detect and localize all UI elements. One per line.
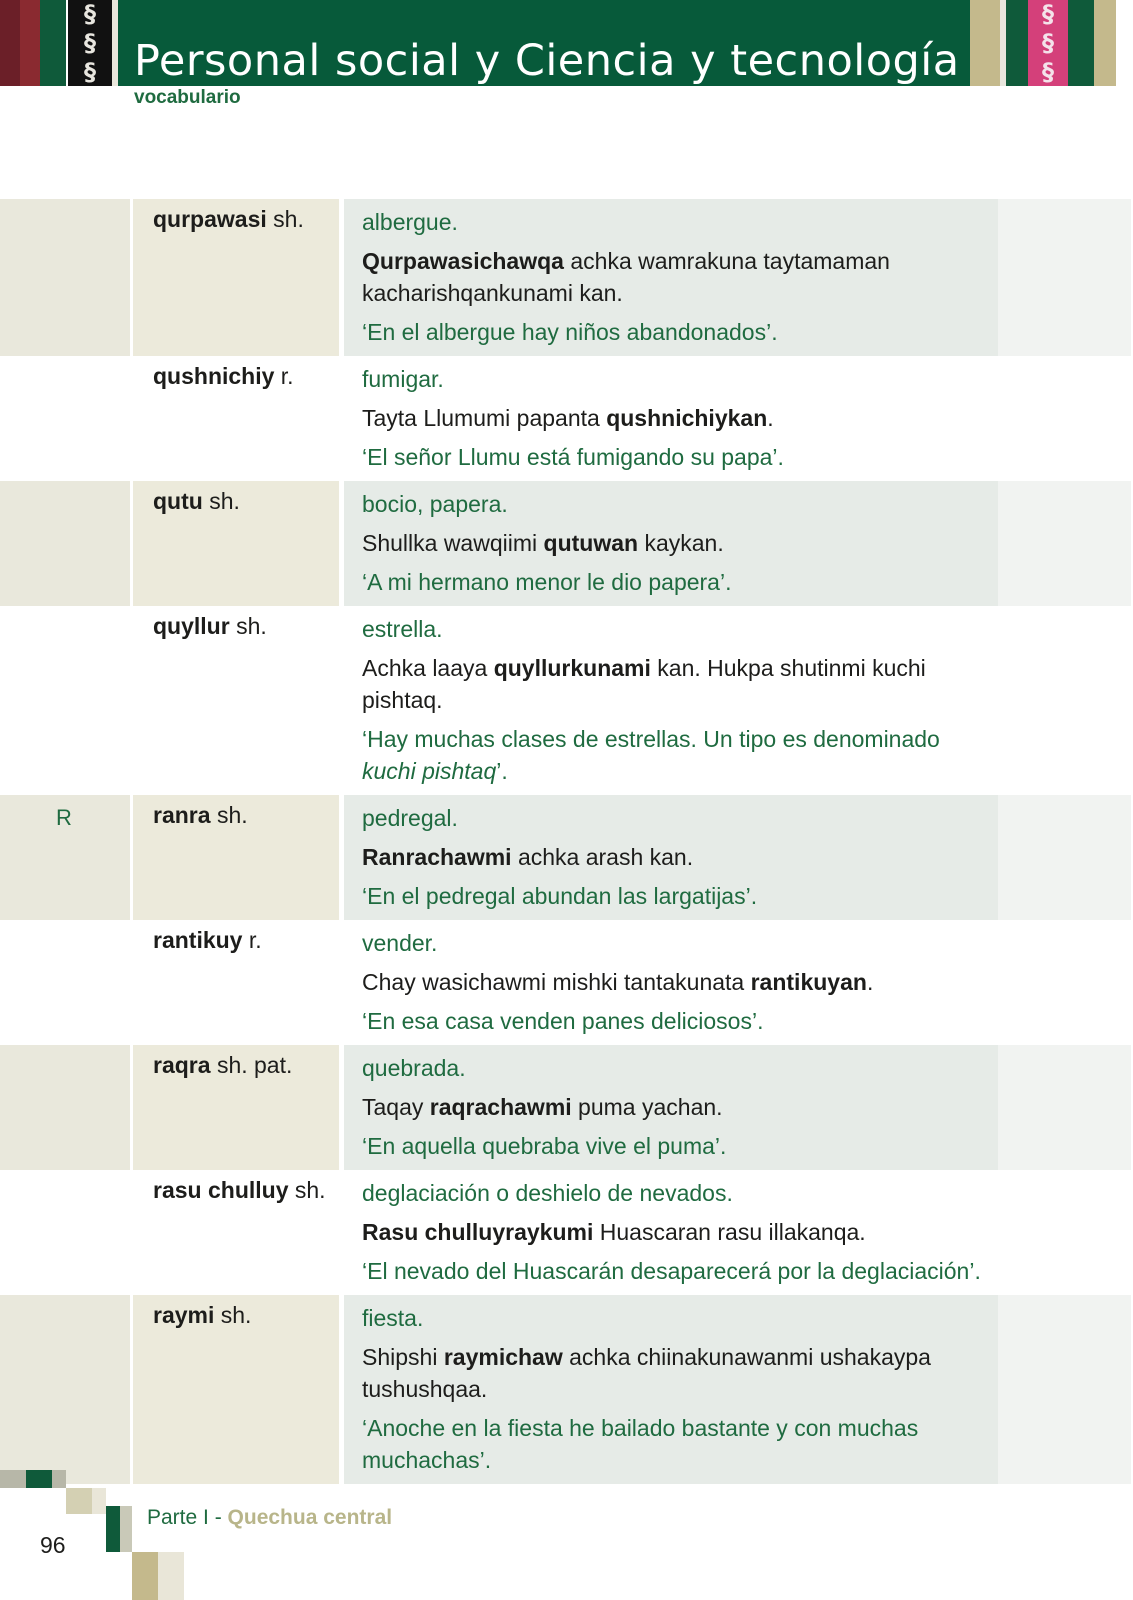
example-text: Tayta Llumumi papanta xyxy=(362,405,607,431)
headword-term: qurpawasi xyxy=(153,206,267,232)
definition-block xyxy=(362,481,992,606)
footer-decor xyxy=(132,1552,158,1600)
headword xyxy=(153,1302,251,1329)
page-header xyxy=(0,0,1133,86)
definition-block xyxy=(362,199,992,356)
headword xyxy=(153,206,304,233)
translation-text: ‘En el pedregal abundan las largatijas’. xyxy=(362,883,758,909)
part-of-speech: sh. xyxy=(294,1177,326,1203)
letter-cell xyxy=(0,920,130,1045)
header-stripe xyxy=(1094,0,1116,86)
page-footer xyxy=(0,1470,1133,1600)
edge-cell xyxy=(998,795,1131,920)
example-sentence xyxy=(362,245,992,309)
headword-term: qutu xyxy=(153,488,203,514)
alphabet-letter: R xyxy=(56,805,72,830)
part-of-speech: r. xyxy=(280,363,294,389)
example-text: Taqay xyxy=(362,1094,430,1120)
vocabulary-entry xyxy=(0,481,1133,606)
header-stripe xyxy=(40,0,66,86)
translation-text: ‘El señor Llumu está fumigando su papa’. xyxy=(362,444,784,470)
headword xyxy=(153,488,240,515)
edge-cell xyxy=(998,1045,1131,1170)
edge-cell xyxy=(998,1170,1131,1295)
example-keyword: rantikuyan xyxy=(750,969,867,995)
vocabulary-entry xyxy=(0,920,1133,1045)
translation-text: ‘Hay muchas clases de estrellas. Un tipo es denominado xyxy=(362,726,940,752)
vocabulary-entry xyxy=(0,795,1133,920)
section-label: vocabulario xyxy=(134,87,241,108)
example-keyword: Qurpawasichawqa xyxy=(362,248,564,274)
edge-cell xyxy=(998,199,1131,356)
example-sentence xyxy=(362,652,992,716)
headword xyxy=(153,363,294,390)
header-stripe xyxy=(1006,0,1028,86)
example-text: . xyxy=(866,969,874,995)
footer-decor xyxy=(66,1488,92,1514)
definition-block xyxy=(362,795,992,920)
part-of-speech: sh. pat. xyxy=(216,1052,293,1078)
letter-cell xyxy=(0,481,130,606)
part-prefix: Parte I - xyxy=(147,1506,228,1529)
part-label xyxy=(147,1506,392,1530)
definition-block xyxy=(362,1045,992,1170)
andean-pattern-icon: § § § xyxy=(68,0,112,86)
example-text: kan. Hukpa shutinmi kuchi pishtaq. xyxy=(362,655,926,713)
letter-cell xyxy=(0,1295,130,1484)
header-stripe xyxy=(20,0,40,86)
headword xyxy=(153,613,267,640)
part-of-speech: sh. xyxy=(273,206,304,232)
definition-block xyxy=(362,1295,992,1484)
letter-cell xyxy=(0,1045,130,1170)
footer-decor xyxy=(106,1506,120,1552)
example-text: achka chiinakunawanmi ushakaypa tushushqaa. xyxy=(362,1344,931,1402)
page-number: 96 xyxy=(40,1532,66,1558)
translation-text: ‘En aquella quebraba vive el puma’. xyxy=(362,1133,727,1159)
translation xyxy=(362,1412,992,1476)
part-of-speech: r. xyxy=(248,927,262,953)
translation xyxy=(362,316,992,348)
edge-cell xyxy=(998,1295,1131,1484)
vocabulary-table xyxy=(0,199,1133,1484)
meaning: fiesta. xyxy=(362,1305,424,1331)
part-of-speech: sh. xyxy=(236,613,267,639)
example-sentence xyxy=(362,841,992,873)
meaning: quebrada. xyxy=(362,1055,466,1081)
headword-term: ranra xyxy=(153,802,211,828)
meaning: albergue. xyxy=(362,209,458,235)
example-text: Achka laaya xyxy=(362,655,494,681)
letter-cell xyxy=(0,1170,130,1295)
example-keyword: Ranrachawmi xyxy=(362,844,512,870)
vocabulary-entry xyxy=(0,1295,1133,1484)
example-text: puma yachan. xyxy=(571,1094,723,1120)
example-text: achka arash kan. xyxy=(511,844,694,870)
header-stripe xyxy=(970,0,1000,86)
example-sentence xyxy=(362,1341,992,1405)
meaning: pedregal. xyxy=(362,805,458,831)
translation xyxy=(362,1255,992,1287)
example-text: Shullka wawqiimi xyxy=(362,530,544,556)
andean-pattern-icon: § § § xyxy=(1028,0,1068,86)
definition-block xyxy=(362,606,992,795)
definition-block xyxy=(362,920,992,1045)
footer-decor xyxy=(26,1470,52,1488)
translation-text: ‘A mi hermano menor le dio papera’. xyxy=(362,569,732,595)
footer-decor xyxy=(92,1488,106,1514)
edge-cell xyxy=(998,481,1131,606)
example-keyword: raqrachawmi xyxy=(429,1094,572,1120)
translation xyxy=(362,723,992,787)
example-text: achka wamrakuna taytamaman kacharishqankunami kan. xyxy=(362,248,890,306)
vocabulary-entry xyxy=(0,606,1133,795)
translation-text: ’. xyxy=(496,758,508,784)
header-stripe xyxy=(0,0,20,86)
headword-term: quyllur xyxy=(153,613,230,639)
translation xyxy=(362,1130,992,1162)
edge-cell xyxy=(998,356,1131,481)
part-of-speech: sh. xyxy=(216,802,248,828)
header-stripe xyxy=(1068,0,1094,86)
vocabulary-entry xyxy=(0,1170,1133,1295)
example-text: kaykan. xyxy=(638,530,724,556)
example-sentence xyxy=(362,1216,992,1248)
meaning: bocio, papera. xyxy=(362,491,508,517)
translation xyxy=(362,1005,992,1037)
meaning: estrella. xyxy=(362,616,443,642)
translation xyxy=(362,441,992,473)
part-of-speech: sh. xyxy=(209,488,240,514)
footer-decor xyxy=(158,1552,184,1600)
footer-decor xyxy=(52,1470,66,1488)
example-keyword: qutuwan xyxy=(543,530,639,556)
example-sentence xyxy=(362,527,992,559)
edge-cell xyxy=(998,606,1131,795)
example-text: Shipshi xyxy=(362,1344,444,1370)
part-of-speech: sh. xyxy=(220,1302,252,1328)
example-text: Huascaran rasu illakanqa. xyxy=(593,1219,866,1245)
meaning: vender. xyxy=(362,930,438,956)
example-keyword: quyllurkunami xyxy=(493,655,651,681)
translation-italic: kuchi pishtaq xyxy=(362,758,497,784)
vocabulary-entry xyxy=(0,199,1133,356)
example-sentence xyxy=(362,1091,992,1123)
example-text: . xyxy=(767,405,774,431)
headword-term: qushnichiy xyxy=(153,363,275,389)
part-name: Quechua central xyxy=(227,1506,393,1529)
headword-term: rantikuy xyxy=(153,927,243,953)
headword-term: rasu chulluy xyxy=(153,1177,289,1203)
footer-decor xyxy=(0,1470,26,1488)
example-sentence xyxy=(362,402,992,434)
meaning: fumigar. xyxy=(362,366,444,392)
definition-block xyxy=(362,1170,992,1295)
meaning: deglaciación o deshielo de nevados. xyxy=(362,1180,733,1206)
headword xyxy=(153,1052,292,1079)
example-sentence xyxy=(362,966,992,998)
vocabulary-entry xyxy=(0,1045,1133,1170)
example-text: Chay wasichawmi mishki tantakunata xyxy=(362,969,751,995)
letter-cell xyxy=(0,356,130,481)
headword-term: raymi xyxy=(153,1302,215,1328)
translation-text: ‘En el albergue hay niños abandonados’. xyxy=(362,319,778,345)
vocabulary-entry xyxy=(0,356,1133,481)
page-title: Personal social y Ciencia y tecnología xyxy=(134,36,960,86)
headword xyxy=(153,1177,326,1204)
definition-block xyxy=(362,356,992,481)
footer-decor xyxy=(120,1506,132,1552)
translation-text: ‘En esa casa venden panes deliciosos’. xyxy=(362,1008,764,1034)
example-keyword: Rasu chulluyraykumi xyxy=(362,1219,594,1245)
letter-cell xyxy=(0,199,130,356)
example-keyword: qushnichiykan xyxy=(606,405,768,431)
translation-text: ‘Anoche en la fiesta he bailado bastante y con muchas muchachas’. xyxy=(362,1415,919,1473)
translation xyxy=(362,880,992,912)
headword xyxy=(153,927,262,954)
edge-cell xyxy=(998,920,1131,1045)
translation-text: ‘El nevado del Huascarán desaparecerá por la deglaciación’. xyxy=(362,1258,981,1284)
letter-cell xyxy=(0,606,130,795)
headword xyxy=(153,802,248,829)
headword-term: raqra xyxy=(153,1052,211,1078)
translation xyxy=(362,566,992,598)
example-keyword: raymichaw xyxy=(443,1344,563,1370)
